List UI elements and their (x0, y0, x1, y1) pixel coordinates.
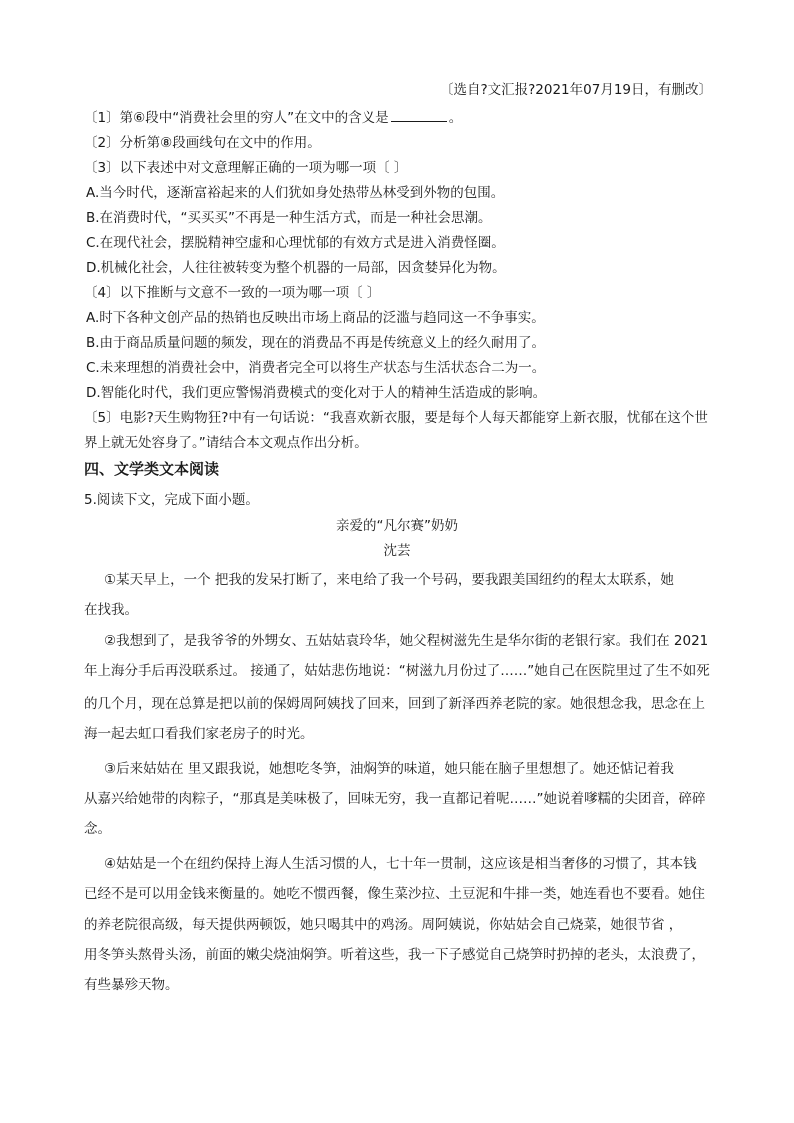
article-line: ①某天早上，一个 把我的发呆打断了，来电给了我一个号码，要我跟美国纽约的程太太联系，她 (104, 572, 674, 588)
article-line: ②我想到了，是我爷爷的外甥女、五姑姑袁玲华，她父程树滋先生是华尔街的老银行家。我们在 2021 (104, 633, 709, 649)
article-line: 的几个月，现在总算是把以前的保姆周阿姨找了回来，回到了新泽西养老院的家。她很想念我，思念在上 (84, 696, 705, 712)
article-line: 用冬笋头熬骨头汤，前面的嫩尖烧油焖笋。听着这些，我一下子感觉自己烧笋时扔掉的老头，太浪费了， (84, 947, 705, 963)
question-5-line-1: 〔5〕电影?天生购物狂?中有一句话说：“我喜欢新衣服，要是每个人每天都能穿上新衣服，忧郁在这个世 (84, 410, 708, 426)
article-line: 海一起去虹口看我们家老房子的时光。 (84, 726, 314, 742)
article-line: 从嘉兴给她带的肉粽子，“那真是美味极了，回味无穷，我一直都记着呢……”她说着嗲糯的尖团音，碎碎 (84, 791, 706, 807)
reading-instruction: 5.阅读下文，完成下面小题。 (84, 492, 259, 508)
article-line: ④姑姑是一个在纽约保持上海人生活习惯的人，七十年一贯制，这应该是相当奢侈的习惯了，其本钱 (104, 856, 697, 872)
question-4-option-a: A.时下各种文创产品的热销也反映出市场上商品的泛滥与趋同这一不争事实。 (86, 310, 545, 326)
question-3-option-a: A.当今时代，逐渐富裕起来的人们犹如身处热带丛林受到外物的包围。 (86, 185, 505, 201)
question-4-option-b: B.由于商品质量问题的频发，现在的消费品不再是传统意义上的经久耐用了。 (86, 335, 546, 351)
article-line: 念。 (84, 821, 111, 837)
question-3-option-b: B.在消费时代，“买买买”不再是一种生活方式，而是一种社会思潮。 (86, 210, 492, 226)
question-3-option-d: D.机械化社会，人往往被转变为整个机器的一局部，因贪婪异化为物。 (86, 260, 506, 276)
question-1-end: 。 (448, 110, 463, 126)
question-5-line-2: 界上就无处容身了。”请结合本文观点作出分析。 (84, 435, 368, 451)
question-3: 〔3〕以下表述中对文意理解正确的一项为哪一项〔 〕 (84, 160, 408, 176)
article-line: ③后来姑姑在 里又跟我说，她想吃冬笋，油焖笋的味道，她只能在脑子里想想了。她还惦记着我 (104, 761, 674, 777)
source-note: 〔选自?文汇报?2021年07月19日，有删改〕 (439, 82, 712, 98)
article-line: 在找我。 (84, 602, 138, 618)
question-3-option-c: C.在现代社会，摆脱精神空虚和心理忧郁的有效方式是进入消费怪圈。 (86, 235, 505, 251)
question-2: 〔2〕分析第⑧段画线句在文中的作用。 (84, 135, 321, 151)
answer-blank (391, 109, 447, 122)
article-line: 有些暴殄天物。 (84, 977, 179, 993)
question-4-option-c: C.未来理想的消费社会中，消费者完全可以将生产状态与生活状态合二为一。 (86, 360, 546, 376)
article-author: 沈芸 (383, 543, 411, 559)
question-4: 〔4〕以下推断与文意不一致的一项为哪一项〔 〕 (84, 285, 381, 301)
question-1 (84, 108, 716, 128)
question-4-option-d: D.智能化时代，我们更应警惕消费模式的变化对于人的精神生活造成的影响。 (86, 385, 547, 401)
article-title: 亲爱的“凡尔赛”奶奶 (336, 518, 458, 534)
article-line: 年上海分手后再没联系过。 接通了，姑姑悲伤地说：“树滋九月份过了……”她自己在医院里过了生不如死 (84, 663, 710, 679)
article-line: 已经不是可以用金钱来衡量的。她吃不惯西餐，像生菜沙拉、土豆泥和牛排一类，她连看也不要看。她住 (84, 886, 705, 902)
section-heading: 四、文学类文本阅读 (84, 460, 220, 478)
article-line: 的养老院很高级，每天提供两顿饭，她只喝其中的鸡汤。周阿姨说，你姑姑会自己烧菜，她很节省 ， (84, 917, 683, 933)
question-1-text: 〔1〕第⑥段中“消费社会里的穷人”在文中的含义是 (84, 110, 389, 126)
